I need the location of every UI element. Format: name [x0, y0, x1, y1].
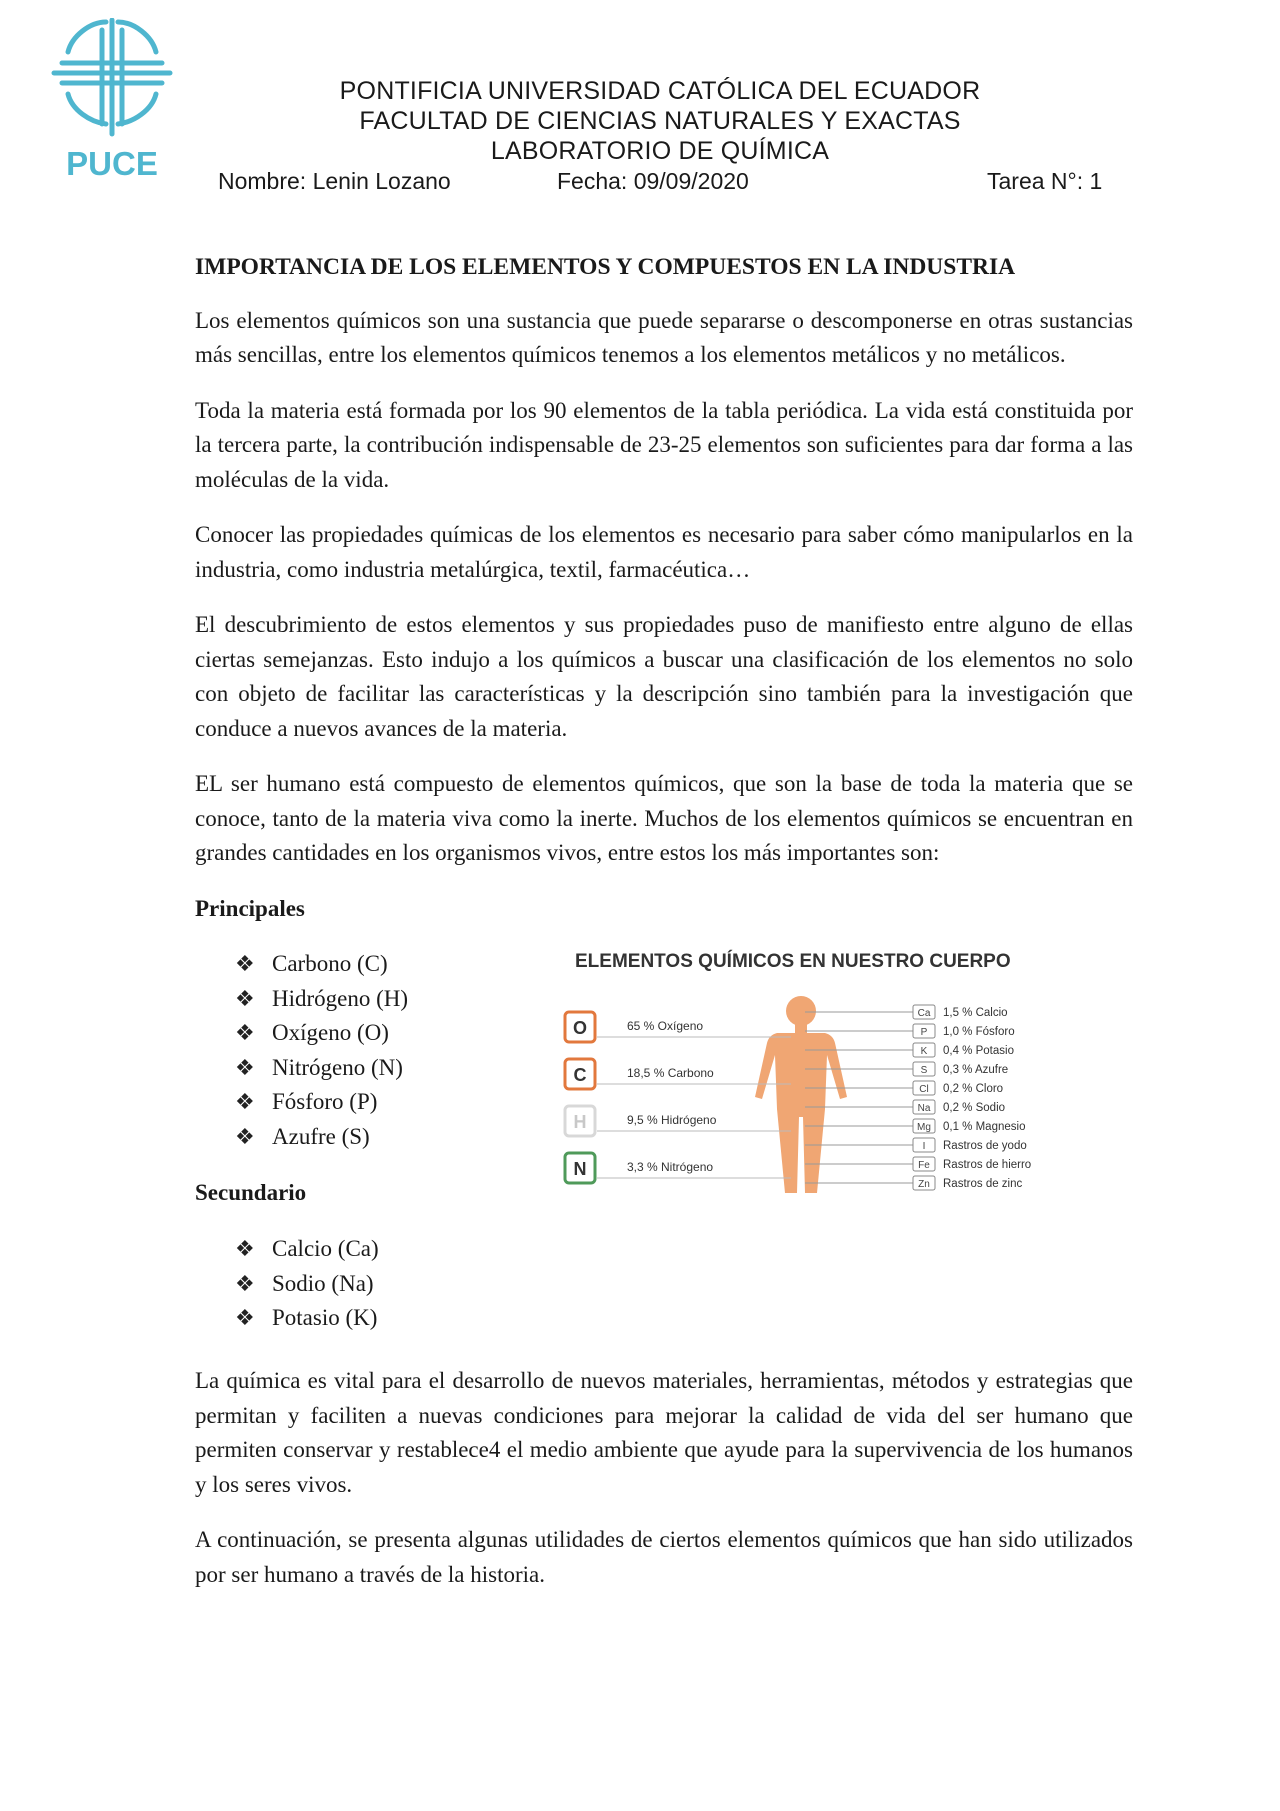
element-percentage: 65 % Oxígeno — [627, 1019, 704, 1033]
right-legend-row — [805, 1081, 1003, 1095]
document-date: Fecha: 09/09/2020 — [557, 168, 749, 194]
left-legend-row — [565, 1012, 791, 1042]
diamond-bullet-icon: ❖ — [235, 1305, 255, 1330]
elements-section — [195, 947, 1133, 1343]
diamond-bullet-icon: ❖ — [235, 1089, 255, 1114]
diamond-bullet-icon: ❖ — [235, 1020, 255, 1045]
element-percentage: 0,2 % Cloro — [943, 1083, 1004, 1095]
left-legend-row — [565, 1106, 791, 1136]
element-percentage: 0,3 % Azufre — [943, 1064, 1009, 1076]
principales-heading: Principales — [195, 895, 305, 921]
diamond-bullet-icon: ❖ — [235, 985, 255, 1011]
paragraph: Toda la materia está formada por los 90 elementos de la tabla periódica. La vida está constituida por la tercera parte, la contribución indispensable de 23-25 elementos son suficientes para dar forma a las moléculas de la vida. — [195, 397, 1133, 492]
element-symbol: C — [573, 1065, 587, 1085]
body-elements-infographic — [555, 947, 1075, 1217]
task-number: Tarea N°: 1 — [987, 168, 1103, 194]
diamond-bullet-icon: ❖ — [235, 1054, 255, 1080]
secundario-heading: Secundario — [195, 1180, 307, 1205]
right-legend-row — [805, 1100, 1005, 1114]
principales-list — [195, 947, 408, 1154]
list-item: ❖ Nitrógeno (N) — [235, 1051, 408, 1086]
element-percentage: Rastros de hierro — [943, 1159, 1032, 1171]
element-percentage: 18,5 % Carbono — [627, 1066, 714, 1080]
element-percentage: 0,4 % Potasio — [943, 1045, 1014, 1057]
right-legend-row — [805, 1119, 1025, 1133]
human-body-figure — [755, 996, 847, 1193]
right-legend-row — [805, 1176, 1023, 1190]
element-symbol: Ca — [917, 1008, 931, 1019]
list-item: ❖ Sodio (Na) — [235, 1267, 379, 1302]
paragraph: A continuación, se presenta algunas utilidades de ciertos elementos químicos que han sido utilizados por ser humano a través de la historia. — [195, 1527, 1133, 1587]
element-percentage: 1,0 % Fósforo — [943, 1026, 1015, 1038]
logo-text: PUCE — [66, 145, 158, 182]
diamond-bullet-icon: ❖ — [235, 1270, 255, 1296]
list-item: ❖ Potasio (K) — [235, 1301, 379, 1336]
element-symbol: K — [920, 1046, 928, 1057]
paragraph: EL ser humano está compuesto de elementos químicos, que son la base de toda la materia que se conoce, tanto de la materia viva como la inerte. Muchos de los elementos químicos se encuentran en grandes cantidades en los organismos vivos, entre estos los más importantes son: — [195, 771, 1133, 865]
list-item: ❖ Carbono (C) — [235, 947, 408, 982]
right-legend-row — [805, 1138, 1027, 1152]
paragraph: El descubrimiento de estos elementos y sus propiedades puso de manifiesto entre alguno de ellas ciertas semejanzas. Esto indujo a los químicos a buscar una clasificación de los elementos no solo con objeto de facilitar las características y la descripción sino también para la investigación que conduce a nuevos avances de la materia. — [195, 612, 1133, 741]
faculty-name: FACULTAD DE CIENCIAS NATURALES Y EXACTAS — [359, 107, 961, 135]
element-symbol: H — [573, 1112, 587, 1132]
paragraph: Conocer las propiedades químicas de los elementos es necesario para saber cómo manipularlos en la industria, como industria metalúrgica, textil, farmacéutica… — [195, 522, 1133, 582]
element-percentage: 1,5 % Calcio — [943, 1007, 1008, 1019]
right-legend-row — [805, 1024, 1015, 1038]
list-item: ❖ Calcio (Ca) — [235, 1232, 379, 1267]
element-percentage: 9,5 % Hidrógeno — [627, 1113, 717, 1127]
right-legend-row — [805, 1157, 1031, 1171]
element-percentage: 0,2 % Sodio — [943, 1102, 1006, 1114]
infographic-title: ELEMENTOS QUÍMICOS EN NUESTRO CUERPO — [575, 951, 1011, 972]
left-legend-row — [565, 1153, 791, 1183]
right-legend-row — [805, 1005, 1008, 1019]
paragraph: Los elementos químicos son una sustancia que puede separarse o descomponerse en otras sustancias más sencillas, entre los elementos químicos tenemos a los elementos metálicos y no metálicos. — [195, 307, 1133, 367]
element-symbol: N — [573, 1159, 587, 1179]
lab-name: LABORATORIO DE QUÍMICA — [490, 137, 830, 165]
element-symbol: Na — [917, 1103, 931, 1114]
element-percentage: 0,1 % Magnesio — [943, 1121, 1026, 1133]
university-name: PONTIFICIA UNIVERSIDAD CATÓLICA DEL ECUADOR — [339, 77, 981, 105]
document-body — [195, 250, 1133, 1613]
left-legend-row — [565, 1059, 791, 1089]
list-item: ❖ Fósforo (P) — [235, 1085, 408, 1120]
element-symbol: Fe — [918, 1160, 930, 1171]
element-percentage: 3,3 % Nitrógeno — [627, 1160, 714, 1174]
element-symbol: Zn — [918, 1179, 930, 1190]
element-symbol: O — [572, 1018, 588, 1038]
diamond-bullet-icon: ❖ — [235, 951, 255, 976]
document-title: IMPORTANCIA DE LOS ELEMENTOS Y COMPUESTOS EN LA INDUSTRIA — [195, 254, 1016, 280]
diamond-bullet-icon: ❖ — [235, 1123, 255, 1149]
secundario-list — [195, 1232, 379, 1336]
list-item: ❖ Oxígeno (O) — [235, 1016, 408, 1051]
element-symbol: Cl — [919, 1084, 929, 1095]
student-name: Nombre: Lenin Lozano — [218, 168, 451, 194]
diamond-bullet-icon: ❖ — [235, 1236, 255, 1261]
element-symbol: P — [920, 1027, 928, 1038]
element-symbol: I — [922, 1141, 926, 1152]
element-percentage: Rastros de zinc — [943, 1178, 1023, 1190]
list-item: ❖ Hidrógeno (H) — [235, 982, 408, 1017]
element-symbol: S — [920, 1065, 928, 1076]
right-legend — [805, 1005, 1031, 1190]
list-item: ❖ Azufre (S) — [235, 1120, 408, 1155]
paragraph: La química es vital para el desarrollo de nuevos materiales, herramientas, métodos y estrategias que permitan y faciliten a nuevas condiciones para mejorar la calidad de vida del ser humano que permiten conservar y restablece4 el medio ambiente que ayude para la supervivencia de los humanos y los seres vivos. — [195, 1368, 1133, 1497]
element-percentage: Rastros de yodo — [943, 1140, 1027, 1152]
element-symbol: Mg — [917, 1122, 931, 1133]
